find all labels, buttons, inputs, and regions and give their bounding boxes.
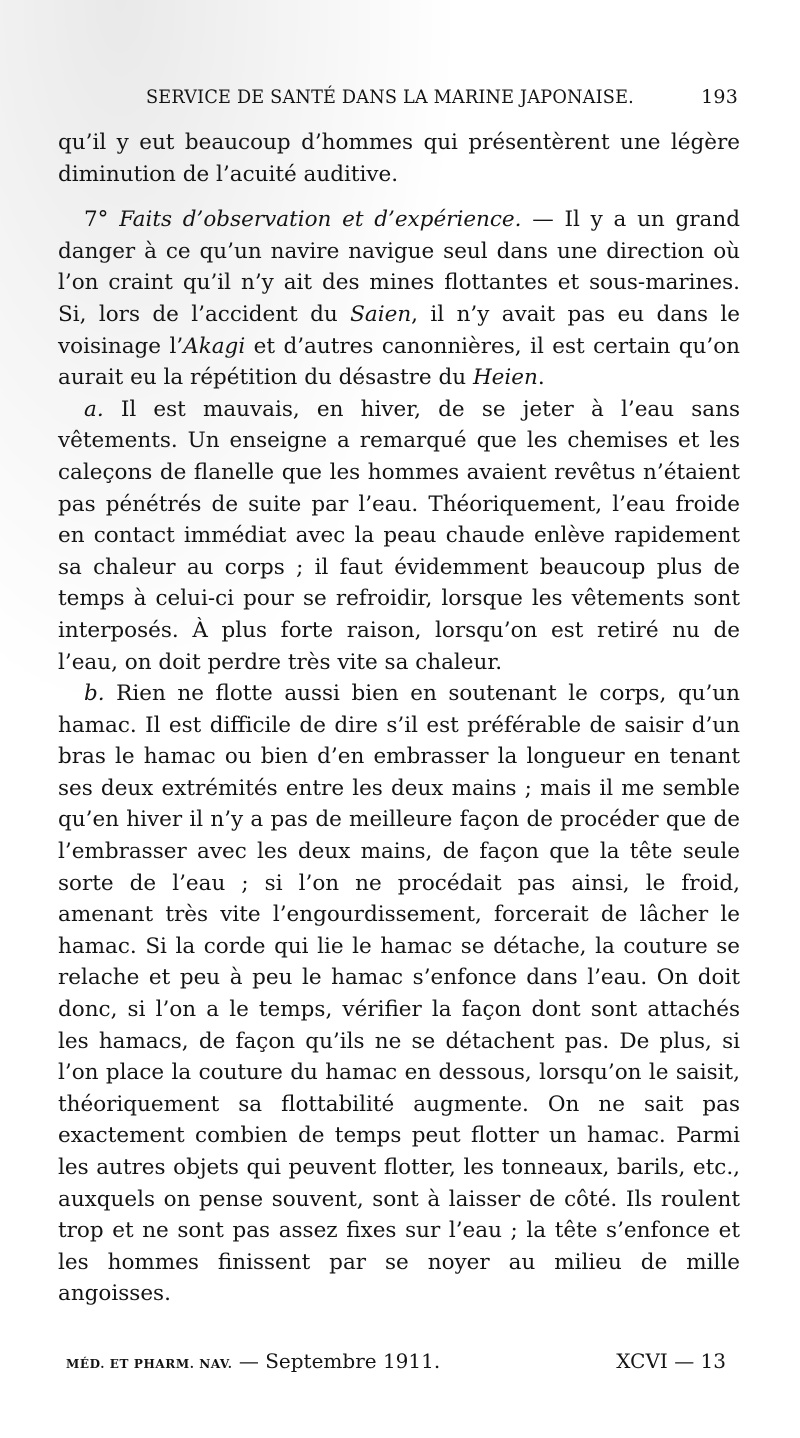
paragraph-text: et d’autres canonnières, il est certain qu’on aurait eu la répétition du désastre du [58,333,741,391]
paragraph-text: qu’il y eut beaucoup d’hommes qui présentèrent une légère diminution de l’acuité auditive. [58,130,740,187]
item-label-a: a. [84,396,104,422]
item-label-b: b. [84,681,105,707]
footer-journal [66,1349,440,1373]
paragraph-section-7 [58,204,740,394]
ship-name-saien: Saien [350,301,412,327]
running-title: SERVICE DE SANTÉ DANS LA MARINE JAPONAISE. [146,86,634,108]
body-text [58,127,740,1310]
page-number: 193 [701,86,738,108]
paragraph-text: — Il y a un grand danger à ce qu’un navire navigue seul dans une direction où l’on craint qu’il n’y ait des mines flottantes et sous-marines. Si, lors de l’accident du [58,207,740,327]
paragraph-text: . [537,365,545,391]
signature-mark: XCVI — 13 [616,1349,726,1373]
paragraph-text: Rien ne flotte aussi bien en soutenant le corps, qu’un hamac. Il est difficile de dire s’il est préférable de saisir d’un bras le hamac ou bien d’en embrasser la longueur en tenant ses deux extrémités entre les deux mains ; mais il me semble qu’en hiver il n’y a pas de meilleure façon de procéder que de l’embrasser avec les deux mains, de façon que la tête seule sorte de l’eau ; si l’on ne procédait pas ainsi, le froid, amenant très vite l’engourdissement, forcerait de lâcher le hamac. Si la corde qui lie le hamac se détache, la couture se relache et peu à peu le hamac s’enfonce dans l’eau. On doit donc, si l’on a le temps, vérifier la façon dont sont attachés les hamacs, de façon qu’ils ne se détachent pas. De plus, si l’on place la couture du hamac en dessous, lorsqu’on le saisit, théoriquement sa flottabilité augmente. On ne sait pas exactement combien de temps peut flotter un hamac. Parmi les autres objets qui peuvent flotter, les tonneaux, barils, etc., auxquels on pense souvent, sont à laisser de côté. Ils roulent trop et ne sont pas assez fixes sur l’eau ; la tête s’enfonce et les hommes finissent par se noyer au milieu de mille angoisses. [58,681,740,1307]
paragraph-text: , il n’y avait pas eu dans le voisinage l’ [58,301,740,359]
paragraph-a [58,394,740,678]
paragraph-text: Il est mauvais, en hiver, de se jeter à l’eau sans vêtements. Un enseigne a remarqué que les chemises et les caleçons de flanelle que les hommes avaient revêtus n’étaient pas pénétrés de suite par l’eau. Théoriquement, l’eau froide en contact immédiat avec la peau chaude enlève rapidement sa chaleur au corps ; il faut évidemment beaucoup plus de temps à celui-ci pour se refroidir, lorsque les vêtements sont interposés. À plus forte raison, lorsqu’on est retiré nu de l’eau, on doit perdre très vite sa chaleur. [58,396,740,675]
paragraph-b [58,678,740,1310]
paragraph-continuation [58,127,740,190]
journal-name: MÉD. ET PHARM. NAV. [66,1357,233,1371]
footer [66,1349,726,1379]
ship-name-akagi: Akagi [183,333,246,359]
running-header [58,86,740,116]
footer-date: — Septembre 1911. [232,1349,441,1373]
ship-name-heien: Heien [472,365,538,391]
section-heading: Faits d’observation et d’expérience. [119,207,522,233]
section-number: 7° [84,207,109,233]
